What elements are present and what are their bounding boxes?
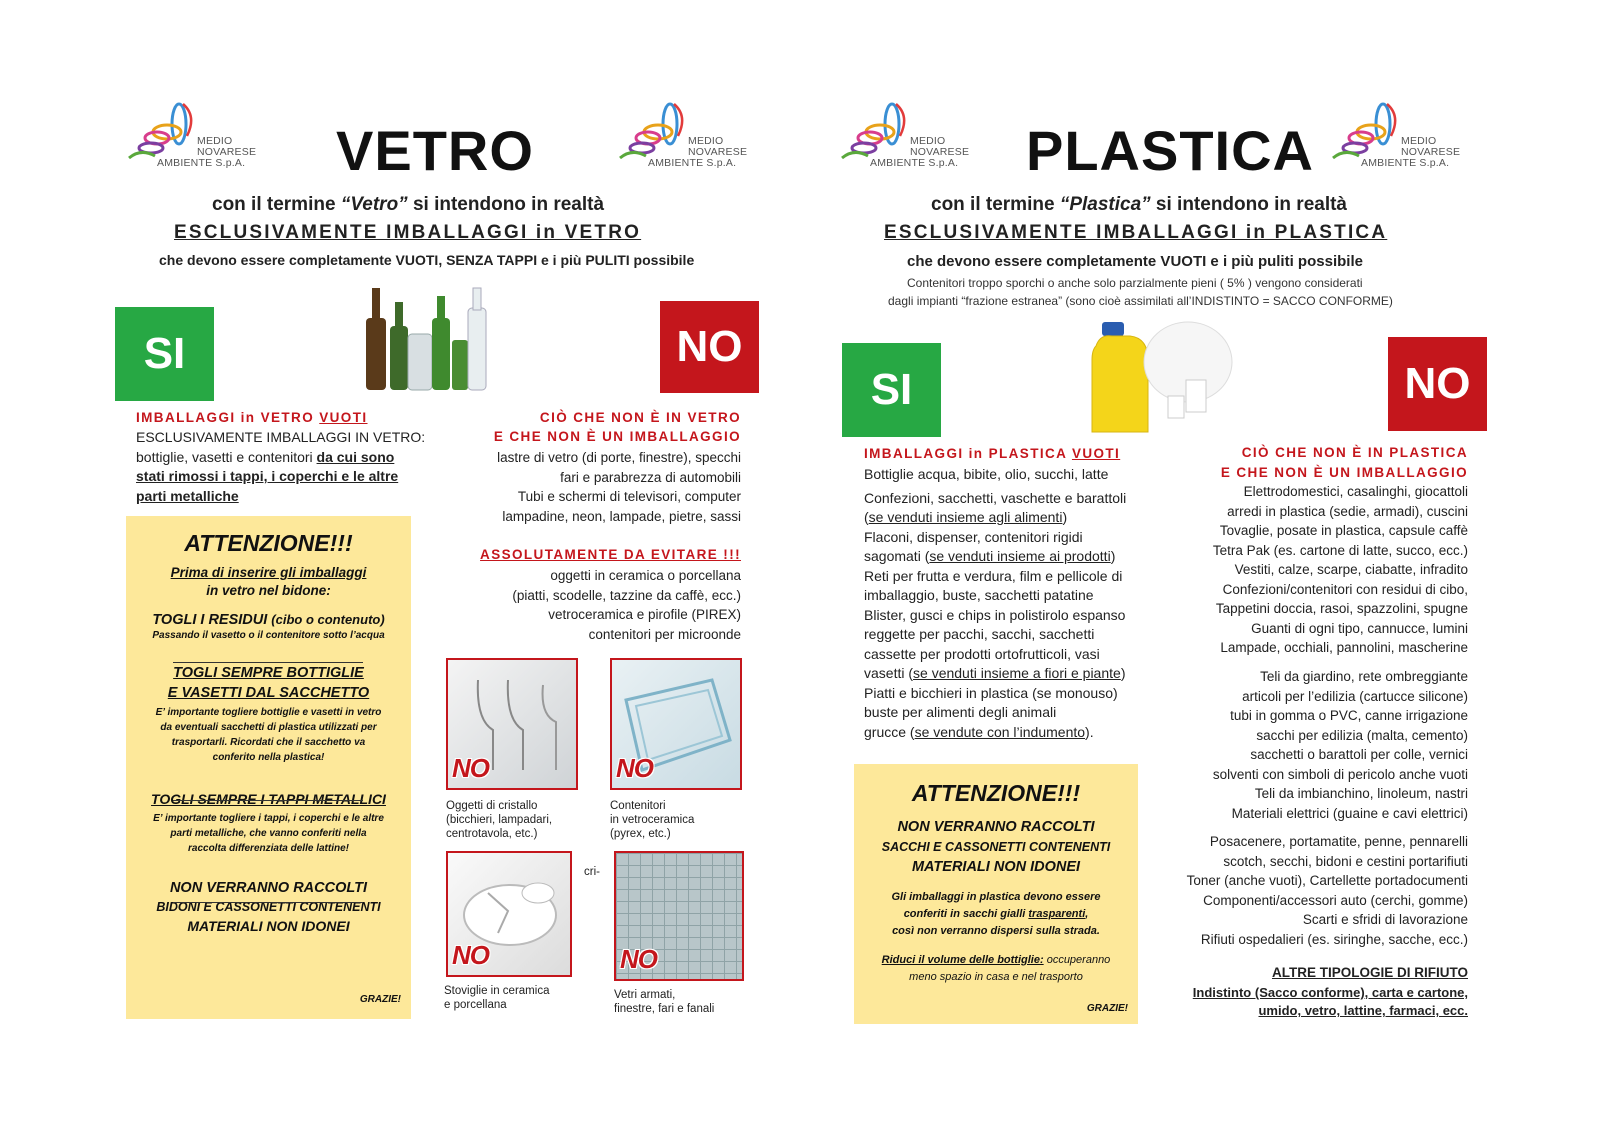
photo-ceramic [446,851,572,977]
plastica-no-heading-1: CIÒ CHE NON È IN PLASTICA [1241,445,1468,460]
si-item: buste per alimenti degli animali [864,704,1057,720]
logo-line2: NOVARESE [688,146,748,158]
part: ) [1062,509,1068,525]
plastica-no-list-3 [1187,832,1468,949]
separator-line [173,662,363,663]
step1-b: (cibo o contenuto) [271,612,385,627]
si-item: cassette per prodotti ortofrutticoli, vasi [864,645,1100,662]
logo-left-2 [618,96,748,176]
logo-line3: AMBIENTE S.p.A. [648,157,737,169]
logo-line1: MEDIO [688,135,724,147]
part-u: se vendute con l’indumento [914,723,1086,740]
other-line: umido, vetro, lattine, farmaci, ecc. [1258,1003,1468,1018]
si-head-b: VUOTI [1071,446,1121,461]
no-item: tubi in gomma o PVC, canne irrigazione [1230,708,1468,723]
attention-step-2-note [126,705,411,765]
plastica-no-heading-2: E CHE NON È UN IMBALLAGGIO [1220,465,1468,480]
photo-wired-glass [614,851,744,981]
no-item: articoli per l’edilizia (cartucce silicone) [1242,688,1468,704]
logo-right-2 [1331,96,1461,176]
plastica-si-heading [864,446,1120,461]
attention-step-1-note: Passando il vasetto o il contenitore sotto l’acqua [152,630,385,641]
intro-pre: con il termine [931,194,1060,215]
no-item: fari e parabrezza di automobili [560,469,741,485]
no-item: Tetra Pak (es. cartone di latte, succo, ecc.) [1212,542,1468,558]
caption-line: Contenitori [610,800,666,812]
note-line: trasportarli. Ricordati che il sacchetto va [171,737,366,748]
no-item: Rifiuti ospedalieri (es. siringhe, sacche, ecc.) [1200,931,1468,947]
si-line [136,467,425,487]
si-line [136,448,425,468]
tip-part-u: Riduci il volume delle bottiglie: [881,954,1044,966]
no-mark: NO [452,753,489,783]
final-line: BIDONI E CASSONETTI CONTENENTI [156,900,381,914]
si-item: Flaconi, dispenser, contenitori rigidi [864,528,1083,545]
attention-thanks: GRAZIE! [1086,1003,1128,1014]
si-item: Confezioni, sacchetti, vaschette e barattoli [864,489,1127,506]
plastic-containers-icon [1090,316,1240,438]
si-item [864,664,1126,684]
plastica-attention-box [854,764,1138,1024]
separator-line [173,800,363,801]
note-line: E’ importante togliere bottiglie e vasetti in vetro [155,707,382,718]
note-line [854,906,1138,923]
plastica-note-2: dagli impianti “frazione estranea” (sono cioè assimilati all’INDISTINTO = SACCO CONFORME) [888,294,1393,308]
logo-line1: MEDIO [1401,135,1437,147]
plastica-intro-line [931,194,1347,216]
attention-step-3: TOGLI SEMPRE I TAPPI METALLICI [151,791,386,807]
caption-line: e porcellana [444,999,507,1011]
vetro-si-badge: SI [115,307,214,401]
logo-line1: MEDIO [910,135,946,147]
no-item: Guanti di ogni tipo, cannucce, lumini [1251,620,1468,636]
avoid-item: contenitori per microonde [588,626,741,642]
attention-thanks: GRAZIE! [359,994,401,1005]
si-item [864,508,1126,528]
intro-pre: con il termine [212,194,341,215]
part-u: se venduti insieme a fiori e piante [913,665,1121,681]
vetro-intro-sub: che devono essere completamente VUOTI, SENZA TAPPI e i più PULITI possibile [159,252,695,268]
part: grucce ( [864,723,915,740]
attention-tip [854,952,1138,986]
logo-right-1 [840,96,970,176]
si-line: ESCLUSIVAMENTE IMBALLAGGI IN VETRO: [136,429,426,445]
si-item: Reti per frutta e verdura, film e pellicole di [864,567,1123,584]
si-item: Blister, gusci e chips in polistirolo espanso [864,606,1126,623]
plastica-intro-sub: che devono essere completamente VUOTI e i più puliti possibile [907,253,1363,270]
caption-wired-glass [614,988,714,1016]
avoid-item: (piatti, scodelle, tazzine da caffè, ecc.) [512,587,741,603]
separator-line [173,902,363,903]
logo-line2: NOVARESE [910,146,970,158]
si-head-a: IMBALLAGGI in VETRO [136,410,320,425]
si-item: imballaggio, buste, sacchetti patatine [864,587,1094,603]
vetro-intro-main: ESCLUSIVAMENTE IMBALLAGGI in VETRO [174,222,642,243]
si-line3: stati rimossi i tappi, i coperchi e le altre [136,468,399,484]
no-item: Posacenere, portamatite, penne, pennarelli [1209,834,1468,849]
intro-term: “Vetro” [340,194,408,215]
note-line: conferito nella plastica! [212,752,325,763]
si-line4: parti metalliche [136,487,239,504]
no-item: sacchi per edilizia (malta, cemento) [1256,727,1468,743]
logo-line3: AMBIENTE S.p.A. [1361,157,1450,169]
final-line: SACCHI E CASSONETTI CONTENENTI [881,840,1111,854]
si-line [136,487,425,507]
vetro-si-text [136,428,425,506]
caption-crystal [446,799,552,841]
photo-crystal [446,658,578,790]
logo-line1: MEDIO [197,135,233,147]
caption-line: Vetri armati, [614,989,676,1001]
plastica-intro-main: ESCLUSIVAMENTE IMBALLAGGI in PLASTICA [884,222,1388,243]
tip-part: occuperanno [1043,954,1111,966]
step1-a: TOGLI I RESIDUI [152,612,272,628]
no-mark: NO [616,753,653,783]
note-line: parti metalliche, che vanno conferiti nella [170,828,367,839]
no-item: scotch, secchi, bidoni e cestini portarifiuti [1223,853,1468,869]
vetro-no-list [497,448,741,526]
avoid-item: vetroceramica e pirofile (PIREX) [548,607,741,622]
vetro-si-heading [136,410,368,425]
no-item: Teli da imbianchino, linoleum, nastri [1254,786,1468,801]
no-item: Lampade, occhiali, pannolini, mascherine [1220,640,1468,655]
no-item: Confezioni/contenitori con residui di cibo, [1222,581,1468,597]
no-item: Toner (anche vuoti), Cartellette portadocumenti [1186,873,1468,888]
attention-title: ATTENZIONE!!! [184,530,353,556]
note-part: , [1085,908,1089,920]
plastica-note-1: Contenitori troppo sporchi o anche solo parzialmente pieni ( 5% ) vengono considerati [907,276,1363,290]
caption-line: (bicchieri, lampadari, [446,814,553,826]
no-item: Teli da giardino, rete ombreggiante [1260,669,1468,684]
vetro-no-heading-1: CIÒ CHE NON È IN VETRO [539,410,741,425]
caption-line: centrotavola, etc.) [446,828,538,840]
attention-intro-1: Prima di inserire gli imballaggi [170,565,367,580]
vetro-avoid-heading: ASSOLUTAMENTE DA EVITARE !!! [480,547,741,562]
no-item: Scarti e sfridi di lavorazione [1302,912,1468,927]
caption-pyrex [610,799,694,841]
si-item: Piatti e bicchieri in plastica (se monouso) [864,684,1118,701]
final-line: MATERIALI NON IDONEI [187,918,350,934]
part-u: se venduti insieme agli alimenti [868,509,1063,525]
attention-final [126,880,411,934]
plastica-no-badge: NO [1388,337,1487,431]
no-item: Tubi e schermi di televisori, computer [517,489,741,504]
no-item: Materiali elettrici (guaine e cavi elettrici) [1231,805,1468,821]
no-item: solventi con simboli di pericolo anche vuoti [1212,766,1468,782]
part: ) [1120,665,1126,681]
si-line2a: bottiglie, vasetti e contenitori [136,448,317,465]
plastica-si-list [864,465,1126,742]
no-item: Componenti/accessori auto (cerchi, gomme) [1203,892,1468,908]
vetro-avoid-list [512,566,741,644]
si-head-a: IMBALLAGGI in PLASTICA [864,446,1072,461]
no-item: Elettrodomestici, casalinghi, giocattoli [1243,484,1468,499]
no-mark: NO [620,944,657,974]
part: ) [1110,548,1116,564]
final-line: MATERIALI NON IDONEI [911,859,1081,875]
attention-step-2b: E VASETTI DAL SACCHETTO [167,685,370,701]
part: ). [1085,723,1094,740]
logo-left-1 [127,96,257,176]
no-item: Vestiti, calze, scarpe, ciabatte, infradito [1234,562,1468,577]
vetro-attention-box [126,516,411,1019]
no-item: sacchetti o barattoli per colle, vernici [1250,747,1468,762]
logo-line2: NOVARESE [197,146,257,158]
attention-step-3-note [126,811,411,856]
attention-step-1 [126,612,411,628]
si-line2b: da cui sono [316,448,395,465]
attention-note [854,889,1138,940]
part-u: se venduti insieme ai prodotti [929,548,1111,564]
vetro-intro-line [212,194,604,216]
logo-line3: AMBIENTE S.p.A. [870,157,959,169]
vetro-no-badge: NO [660,301,759,393]
no-item: Tappetini doccia, rasoi, spazzolini, spugne [1215,601,1468,616]
logo-line2: NOVARESE [1401,146,1461,158]
note-part-u: trasparenti [1028,908,1086,920]
vetro-title: VETRO [336,119,534,182]
glass-bottles-icon [362,278,492,396]
no-item: arredi in plastica (sedie, armadi), cuscini [1227,503,1468,519]
vetro-no-heading-2: E CHE NON È UN IMBALLAGGIO [493,429,741,444]
final-line: NON VERRANNO RACCOLTI [169,880,368,896]
si-head-b: VUOTI [319,410,368,425]
logo-line3: AMBIENTE S.p.A. [157,157,246,169]
note-line: così non verranno dispersi sulla strada. [892,925,1100,937]
photo-pyrex [610,658,742,790]
caption-line: Stoviglie in ceramica [444,985,550,997]
si-item: reggette per pacchi, sacchi, sacchetti [864,626,1095,642]
note-line: raccolta differenziata delle lattine! [188,843,349,854]
plastica-si-badge: SI [842,343,941,437]
caption-cri: cri- [584,866,600,878]
attention-step-2a: TOGLI SEMPRE BOTTIGLIE [173,665,364,681]
tip-line [854,952,1138,969]
caption-line: Oggetti di cristallo [446,800,538,812]
intro-post: si intendono in realtà [407,194,605,215]
si-item [864,547,1126,567]
caption-ceramic [444,984,549,1012]
part: sagomati ( [864,548,930,564]
caption-line: (pyrex, etc.) [610,828,671,840]
final-line: NON VERRANNO RACCOLTI [897,819,1095,835]
plastica-no-list-1 [1213,482,1468,658]
note-line: da eventuali sacchetti di plastica utilizzati per [160,722,377,733]
plastica-no-list-2 [1213,667,1468,823]
attention-intro-2: in vetro nel bidone: [206,583,331,598]
plastica-title: PLASTICA [1026,119,1314,182]
si-item [864,723,1126,743]
caption-line: in vetroceramica [610,814,695,826]
other-heading: ALTRE TIPOLOGIE DI RIFIUTO [1271,965,1468,980]
part: vasetti ( [864,665,914,681]
note-line: E’ importante togliere i tappi, i coperchi e le altre [153,813,384,824]
note-line: Gli imballaggi in plastica devono essere [891,891,1101,903]
si-item: Bottiglie acqua, bibite, olio, succhi, latte [864,466,1109,482]
no-item: lastre di vetro (di porte, finestre), specchi [497,450,741,465]
attention-title: ATTENZIONE!!! [911,780,1081,806]
other-line: Indistinto (Sacco conforme), carta e cartone, [1192,985,1468,1000]
tip-line: meno spazio in casa e nel trasporto [909,971,1083,983]
no-item: Tovaglie, posate in plastica, capsule caffè [1219,523,1468,538]
intro-term: “Plastica” [1059,194,1151,215]
no-mark: NO [452,940,489,970]
note-part: conferiti in sacchi gialli [903,908,1029,920]
intro-post: si intendono in realtà [1150,194,1347,215]
plastica-other [1193,964,1468,1020]
no-item: lampadine, neon, lampade, pietre, sassi [502,508,741,524]
avoid-item: oggetti in ceramica o porcellana [550,568,741,583]
attention-final [854,819,1138,875]
part: ( [864,509,869,525]
caption-line: finestre, fari e fanali [614,1003,715,1015]
